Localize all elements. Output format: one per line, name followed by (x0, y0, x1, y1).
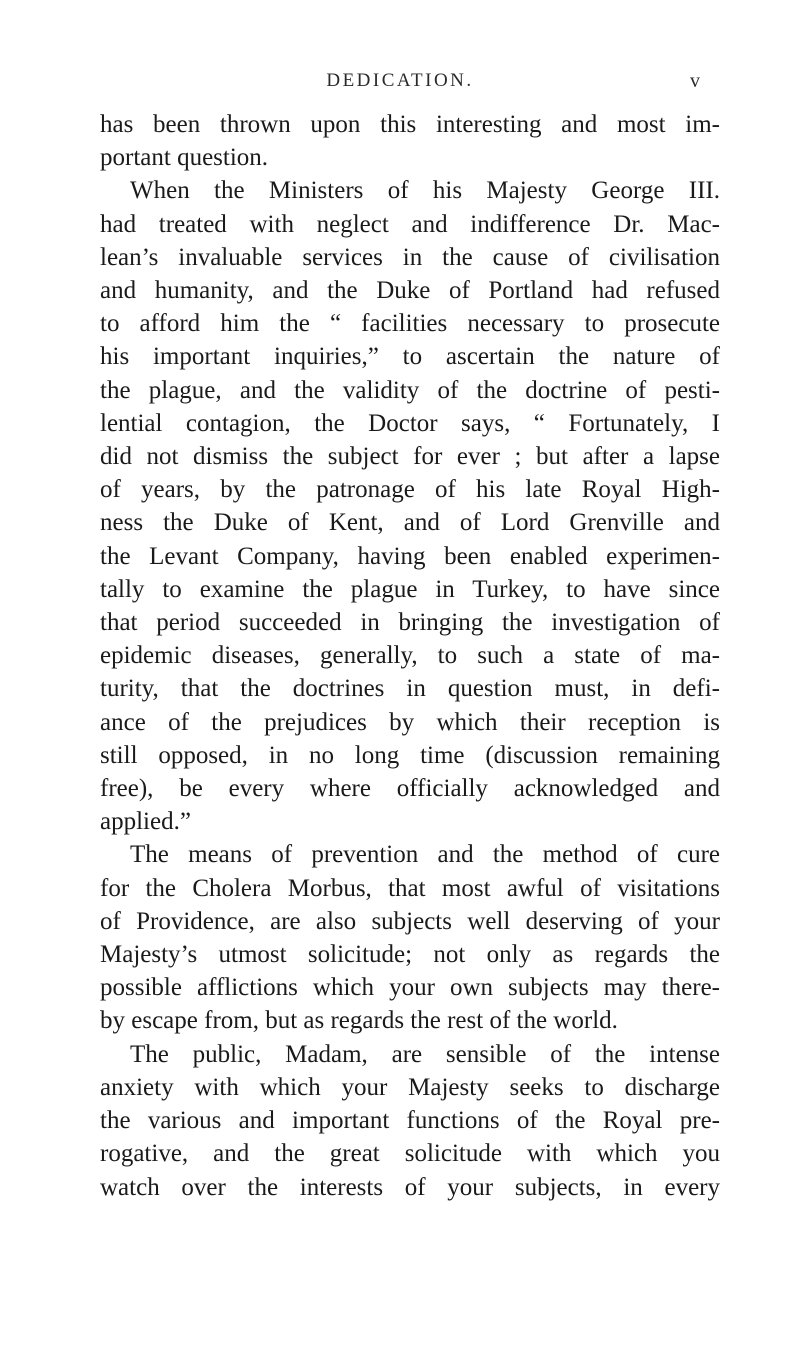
text-line: The means of prevention and the method of cure (130, 841, 720, 869)
text-line: ance of the prejudices by which their reception is (100, 708, 720, 736)
text-line: portant question. (100, 144, 269, 172)
text-line: tally to examine the plague in Turkey, to have since (100, 575, 720, 603)
running-head (100, 70, 700, 100)
text-line: had treated with neglect and indifference Dr. Mac- (100, 210, 720, 238)
text-line: of years, by the patronage of his late Royal High- (100, 476, 720, 504)
text-line: has been thrown upon this interesting and most im- (100, 111, 720, 138)
text-line: The public, Madam, are sensible of the intense (130, 1040, 720, 1068)
text-line: the various and important functions of the Royal pre- (100, 1107, 720, 1135)
body-text (100, 108, 720, 1204)
text-line: the plague, and the validity of the doctrine of pesti- (100, 376, 720, 404)
text-line: his important inquiries,” to ascertain the nature of (100, 343, 720, 371)
text-line: for the Cholera Morbus, that most awful of visitations (100, 874, 720, 902)
running-title: DEDICATION. (326, 70, 474, 91)
text-line: of Providence, are also subjects well deserving of your (100, 907, 720, 935)
text-line: by escape from, but as regards the rest of the world. (100, 1007, 618, 1035)
text-line: watch over the interests of your subjects, in every (100, 1173, 720, 1201)
text-line: did not dismiss the subject for ever ; but after a lapse (100, 443, 720, 471)
text-line: lean’s invaluable services in the cause of civilisation (100, 243, 720, 271)
text-line: and humanity, and the Duke of Portland had refused (100, 277, 720, 305)
paragraph (100, 838, 720, 1037)
text-line: lential contagion, the Doctor says, “ Fortunately, I (100, 409, 720, 437)
text-line: ness the Duke of Kent, and of Lord Grenville and (100, 509, 720, 537)
paragraph (100, 1038, 720, 1204)
text-line: turity, that the doctrines in question must, in defi- (100, 675, 720, 703)
text-line: still opposed, in no long time (discussion remaining (100, 741, 720, 769)
text-line: applied.” (100, 808, 191, 836)
text-line: When the Ministers of his Majesty George III. (130, 177, 720, 205)
text-line: possible afflictions which your own subjects may there- (100, 974, 720, 1002)
text-line: that period succeeded in bringing the investigation of (100, 609, 720, 637)
text-line: Majesty’s utmost solicitude; not only as regards the (100, 941, 720, 969)
paragraph (100, 108, 720, 174)
text-line: free), be every where officially acknowledged and (100, 775, 720, 803)
text-line: rogative, and the great solicitude with which you (100, 1140, 720, 1168)
text-line: epidemic diseases, generally, to such a state of ma- (100, 642, 720, 670)
text-line: the Levant Company, having been enabled experimen- (100, 542, 720, 570)
text-line: anxiety with which your Majesty seeks to discharge (100, 1073, 720, 1101)
page-number: v (690, 70, 700, 92)
paragraph (100, 174, 720, 838)
text-line: to afford him the “ facilities necessary to prosecute (100, 310, 720, 338)
